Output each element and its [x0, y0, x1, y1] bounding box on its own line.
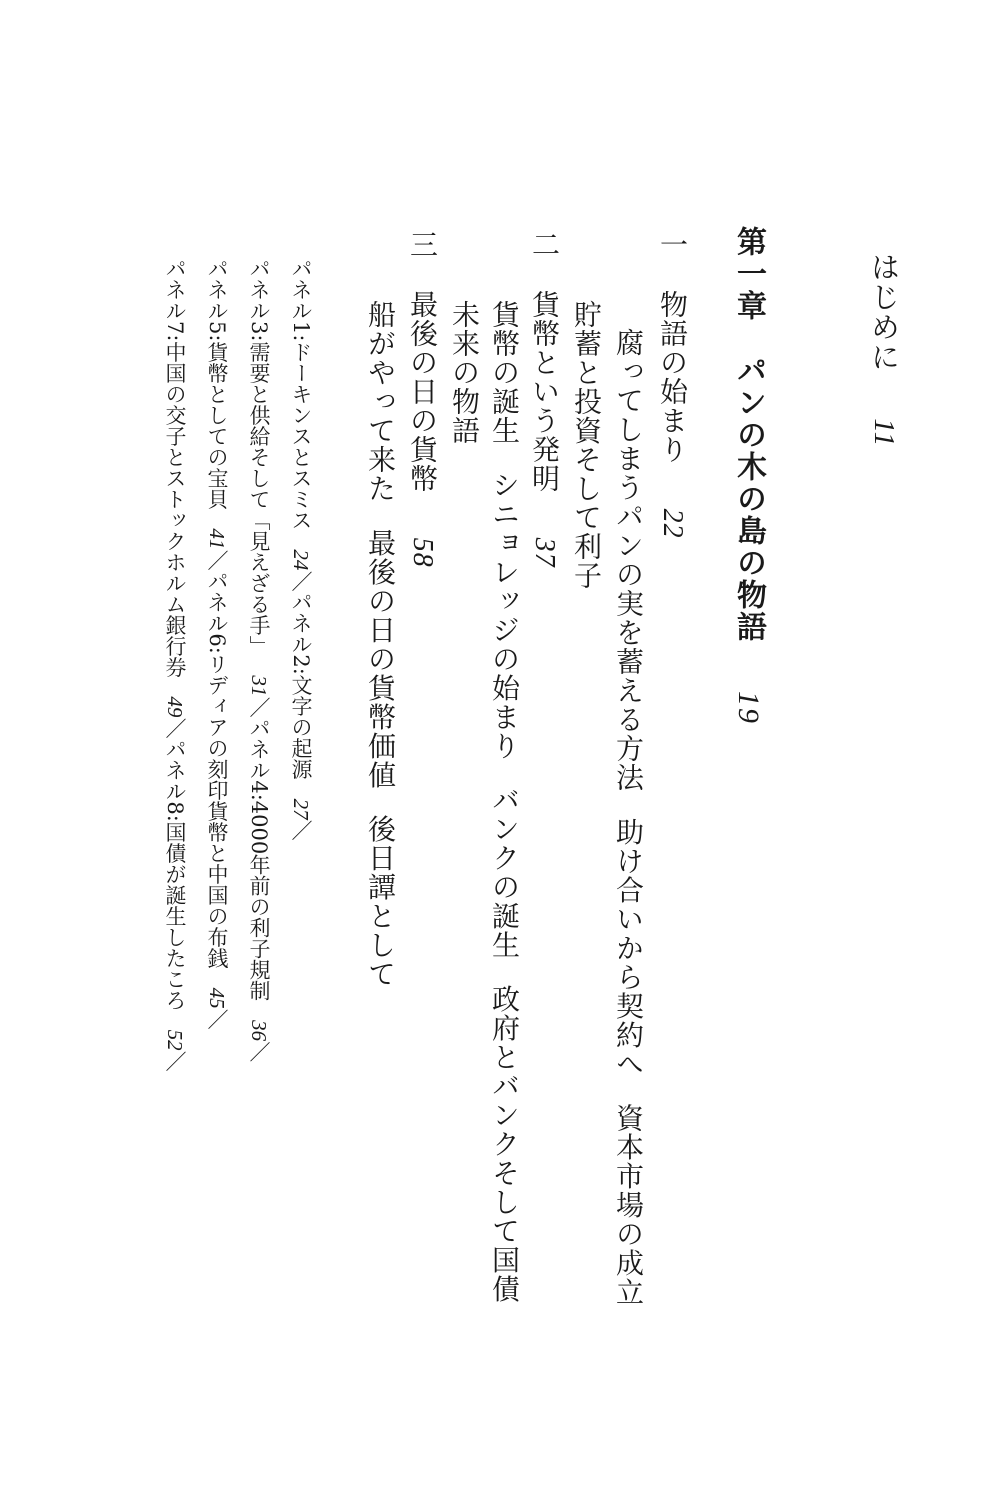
section-page: 37	[529, 537, 560, 568]
subsection-item: 資本市場の成立	[612, 1103, 645, 1307]
panel-separator: ／	[205, 1008, 229, 1030]
subsection-item: 最後の日の貨幣価値	[364, 528, 397, 790]
subsection-item: 未来の物語	[448, 300, 481, 445]
panel-page: 49	[163, 696, 187, 718]
panel-separator: ／	[163, 1050, 187, 1072]
subsection-item: 船がやって来た	[364, 300, 397, 503]
panel-page: 52	[163, 1029, 187, 1051]
section-number: 二	[528, 230, 561, 259]
panel-item: パネル2:文字の起源	[289, 591, 313, 780]
subsection-item: シニョレッジの始まり	[488, 470, 521, 761]
panel-page: 27	[289, 798, 313, 820]
section-page: 58	[407, 537, 438, 568]
panel-page: 31	[247, 675, 271, 697]
panel-page: 41	[205, 528, 229, 550]
toc-section-3	[406, 230, 439, 568]
toc-subsection	[448, 300, 481, 445]
section-page: 22	[657, 508, 688, 539]
chapter-title: パンの木の島の物語	[731, 355, 766, 643]
panel-item: パネル3:需要と供給そして「見えざる手」	[247, 258, 271, 657]
panel-separator: ／	[247, 1041, 271, 1063]
panel-separator: ／	[289, 819, 313, 841]
subsection-item: バンクの誕生	[488, 785, 521, 960]
toc-section-2	[528, 230, 561, 568]
panel-page: 45	[205, 987, 229, 1009]
subsection-item: 腐ってしまうパンの実を蓄える方法	[612, 328, 645, 792]
toc-intro	[867, 252, 901, 448]
panel-item: パネル1:ドーキンスとスミス	[289, 258, 313, 531]
section-title: 物語の始まり	[656, 289, 689, 464]
toc-chapter-1	[731, 226, 766, 725]
subsection-item: 助け合いから契約へ	[612, 817, 645, 1079]
section-title: 最後の日の貨幣	[406, 289, 439, 493]
toc-subsection	[570, 300, 603, 590]
panel-separator: ／	[247, 696, 271, 718]
section-number: 一	[656, 230, 689, 259]
panel-item: パネル6:リディアの刻印貨幣と中国の布銭	[205, 570, 229, 969]
panel-item: パネル4:4000年前の利子規制	[247, 717, 271, 1002]
toc-panel-line	[206, 258, 227, 1030]
panel-page: 24	[289, 549, 313, 571]
section-title: 貨幣という発明	[528, 289, 561, 493]
toc-panel-line	[290, 258, 311, 841]
toc-panel-line	[164, 258, 185, 1072]
panel-item: パネル7:中国の交子とストックホルム銀行券	[163, 258, 187, 678]
subsection-item: 政府とバンクそして国債	[488, 984, 521, 1304]
panel-separator: ／	[289, 570, 313, 592]
panel-item: パネル8:国債が誕生したころ	[163, 738, 187, 1011]
subsection-item: 貯蓄と投資そして利子	[570, 300, 603, 590]
toc-subsection	[364, 300, 397, 989]
subsection-item: 貨幣の誕生	[488, 300, 521, 445]
panel-separator: ／	[205, 549, 229, 571]
panel-item: パネル5:貨幣としての宝貝	[205, 258, 229, 510]
intro-title: はじめに	[867, 252, 901, 372]
toc-section-1	[656, 230, 689, 539]
toc-subsection	[612, 328, 645, 1307]
section-number: 三	[406, 230, 439, 259]
subsection-item: 後日譚として	[364, 814, 397, 989]
toc-subsection	[488, 300, 521, 1304]
chapter-label: 第一章	[731, 226, 766, 322]
intro-page: 11	[868, 418, 900, 448]
chapter-page: 19	[732, 691, 765, 725]
panel-separator: ／	[163, 717, 187, 739]
toc-panel-line	[248, 258, 269, 1062]
panel-page: 36	[247, 1020, 271, 1042]
